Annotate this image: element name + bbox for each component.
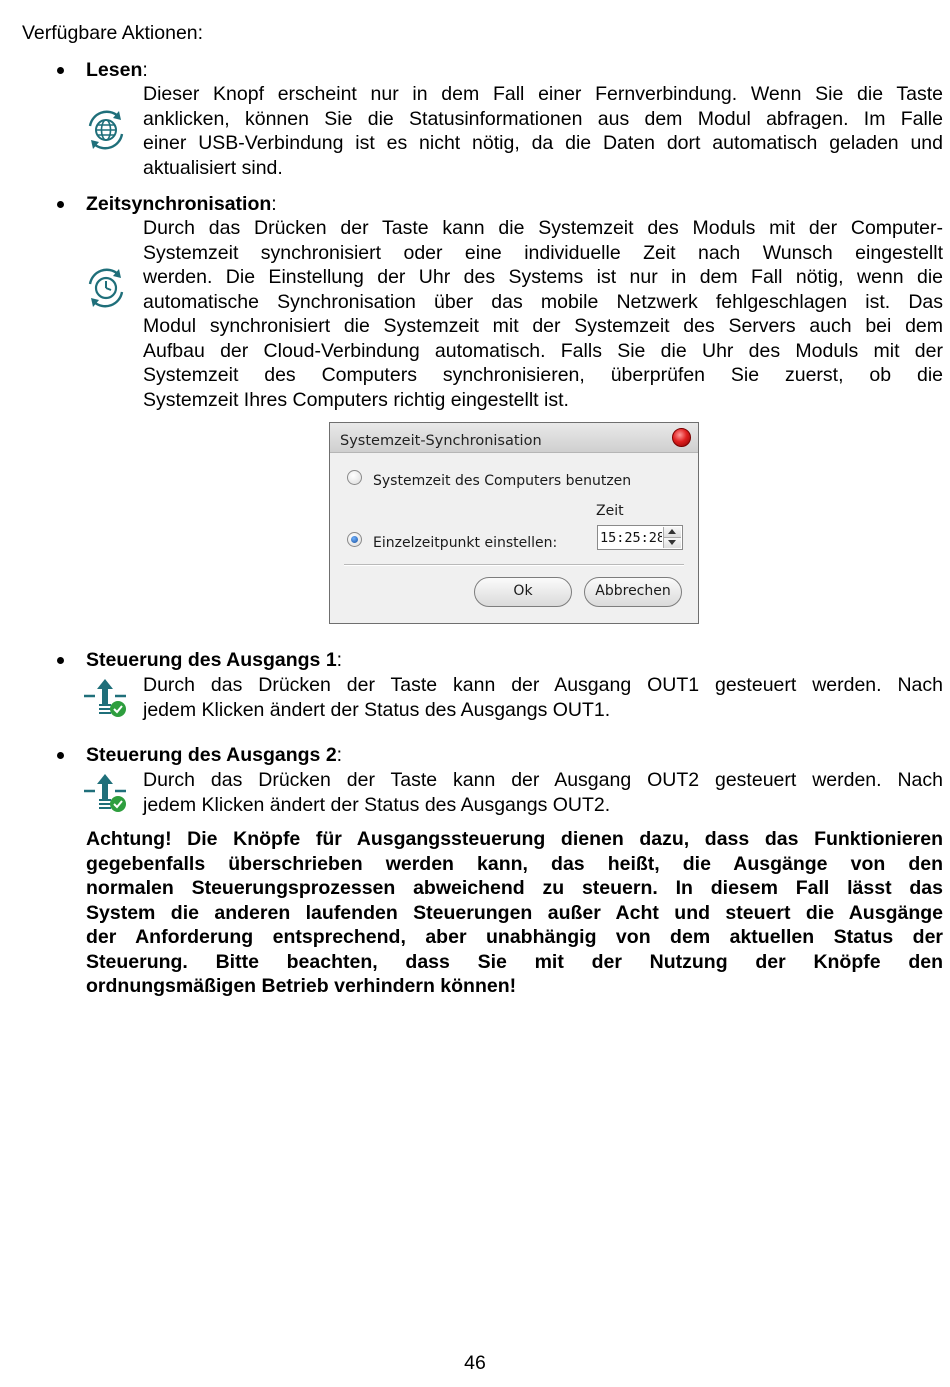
time-label: Zeit — [596, 503, 624, 519]
intro-text: Verfügbare Aktionen: — [22, 22, 204, 44]
section-text-zeitsynchronisation — [143, 216, 943, 412]
time-input[interactable] — [600, 528, 662, 547]
text-line: automatische Synchronisation über das mobile Netzwerk fehlgeschlagen ist. Das — [143, 290, 943, 313]
bullet — [54, 648, 68, 672]
spinner[interactable] — [663, 527, 681, 548]
spin-down-icon[interactable] — [664, 538, 681, 548]
dialog-titlebar — [330, 423, 698, 453]
time-sync-dialog — [329, 422, 699, 624]
text-line: einer USB-Verbindung ist es nicht nötig, da die Daten dort automatisch geladen und — [143, 132, 943, 154]
colon: : — [271, 193, 277, 215]
text-line: ordnungsmäßigen Betrieb verhindern können! — [86, 975, 517, 997]
clock-sync-icon — [84, 266, 128, 317]
text-line: Achtung! Die Knöpfe für Ausgangssteuerung dienen dazu, dass das Funktionieren — [86, 828, 943, 850]
radio-computer-time-label[interactable]: Systemzeit des Computers benutzen — [373, 473, 632, 489]
colon: : — [336, 649, 343, 671]
bullet — [54, 743, 68, 767]
cancel-button[interactable]: Abbrechen — [584, 577, 682, 607]
globe-sync-icon — [84, 108, 128, 159]
colon: : — [142, 59, 148, 81]
spin-up-icon[interactable] — [664, 527, 681, 538]
section-heading-lesen — [86, 58, 148, 83]
text-line: Systemzeit Ihres Computers richtig eingestellt ist. — [143, 388, 569, 411]
ok-button[interactable]: Ok — [474, 577, 572, 607]
bullet — [54, 192, 68, 216]
page-number: 46 — [464, 1352, 486, 1374]
text-line: normalen Steuerungsprozessen abweichend zu steuern. In diesem Fall lässt das — [86, 877, 943, 899]
dialog-title: Systemzeit-Synchronisation — [340, 433, 542, 449]
text-line: System die anderen laufenden Steuerungen außer Acht und steuert die Ausgänge — [86, 901, 943, 924]
text-line: Systemzeit des Computers synchronisieren, überprüfen Sie zuerst, ob die — [143, 364, 943, 386]
colon: : — [336, 744, 343, 766]
section-heading-zeitsynchronisation — [86, 192, 277, 217]
text-line: Systemzeit synchronisiert oder eine individuelle Zeit nach Wunsch eingestellt — [143, 241, 943, 264]
text-line: anklicken, können Sie die Statusinformationen aus dem Modul abfragen. Im Falle — [143, 107, 943, 130]
text-line: Durch das Drücken der Taste kann der Ausgang OUT2 gesteuert werden. Nach — [143, 769, 943, 791]
text-line: Aufbau der Cloud-Verbindung automatisch. Falls Sie die Uhr des Moduls mit der — [143, 339, 943, 362]
radio-manual-time-label[interactable]: Einzelzeitpunkt einstellen: — [373, 535, 558, 551]
text-line: werden. Die Einstellung der Uhr des Systems ist nur in dem Fall nötig, wenn die — [143, 266, 943, 288]
section-text-ausgang-2 — [143, 768, 943, 817]
section-title: Steuerung des Ausgangs 2 — [86, 744, 337, 766]
output-control-icon — [84, 771, 130, 820]
text-line: jedem Klicken ändert der Status des Ausgangs OUT1. — [143, 698, 611, 721]
radio-computer-time[interactable] — [347, 470, 362, 485]
section-heading-ausgang-2 — [86, 743, 342, 768]
text-line: Durch das Drücken der Taste kann der Ausgang OUT1 gesteuert werden. Nach — [143, 674, 943, 696]
section-text-lesen — [143, 82, 943, 180]
section-text-ausgang-1 — [143, 673, 943, 722]
text-line: Dieser Knopf erscheint nur in dem Fall einer Fernverbindung. Wenn Sie die Taste — [143, 83, 943, 105]
text-line: der Anforderung entsprechend, aber unabhängig von dem aktuellen Status der — [86, 926, 943, 948]
text-line: gegebenfalls überschrieben werden kann, das heißt, die Ausgänge von den — [86, 852, 943, 875]
separator — [344, 564, 684, 566]
time-stepper[interactable] — [597, 525, 683, 550]
text-line: Durch das Drücken der Taste kann die Systemzeit des Moduls mit der Computer- — [143, 217, 943, 239]
bullet — [54, 58, 68, 82]
close-icon[interactable] — [672, 428, 691, 447]
output-control-icon — [84, 676, 130, 725]
text-line: aktualisiert sind. — [143, 156, 283, 179]
radio-manual-time[interactable] — [347, 532, 362, 547]
section-heading-ausgang-1 — [86, 648, 342, 673]
warning-paragraph — [86, 827, 943, 999]
section-title: Lesen — [86, 59, 143, 81]
text-line: Modul synchronisiert die Systemzeit mit der Systemzeit des Servers auch bei dem — [143, 315, 943, 337]
text-line: jedem Klicken ändert der Status des Ausgangs OUT2. — [143, 793, 611, 816]
text-line: Steuerung. Bitte beachten, dass Sie mit der Nutzung der Knöpfe den — [86, 950, 943, 973]
section-title: Zeitsynchronisation — [86, 193, 272, 215]
section-title: Steuerung des Ausgangs 1 — [86, 649, 337, 671]
